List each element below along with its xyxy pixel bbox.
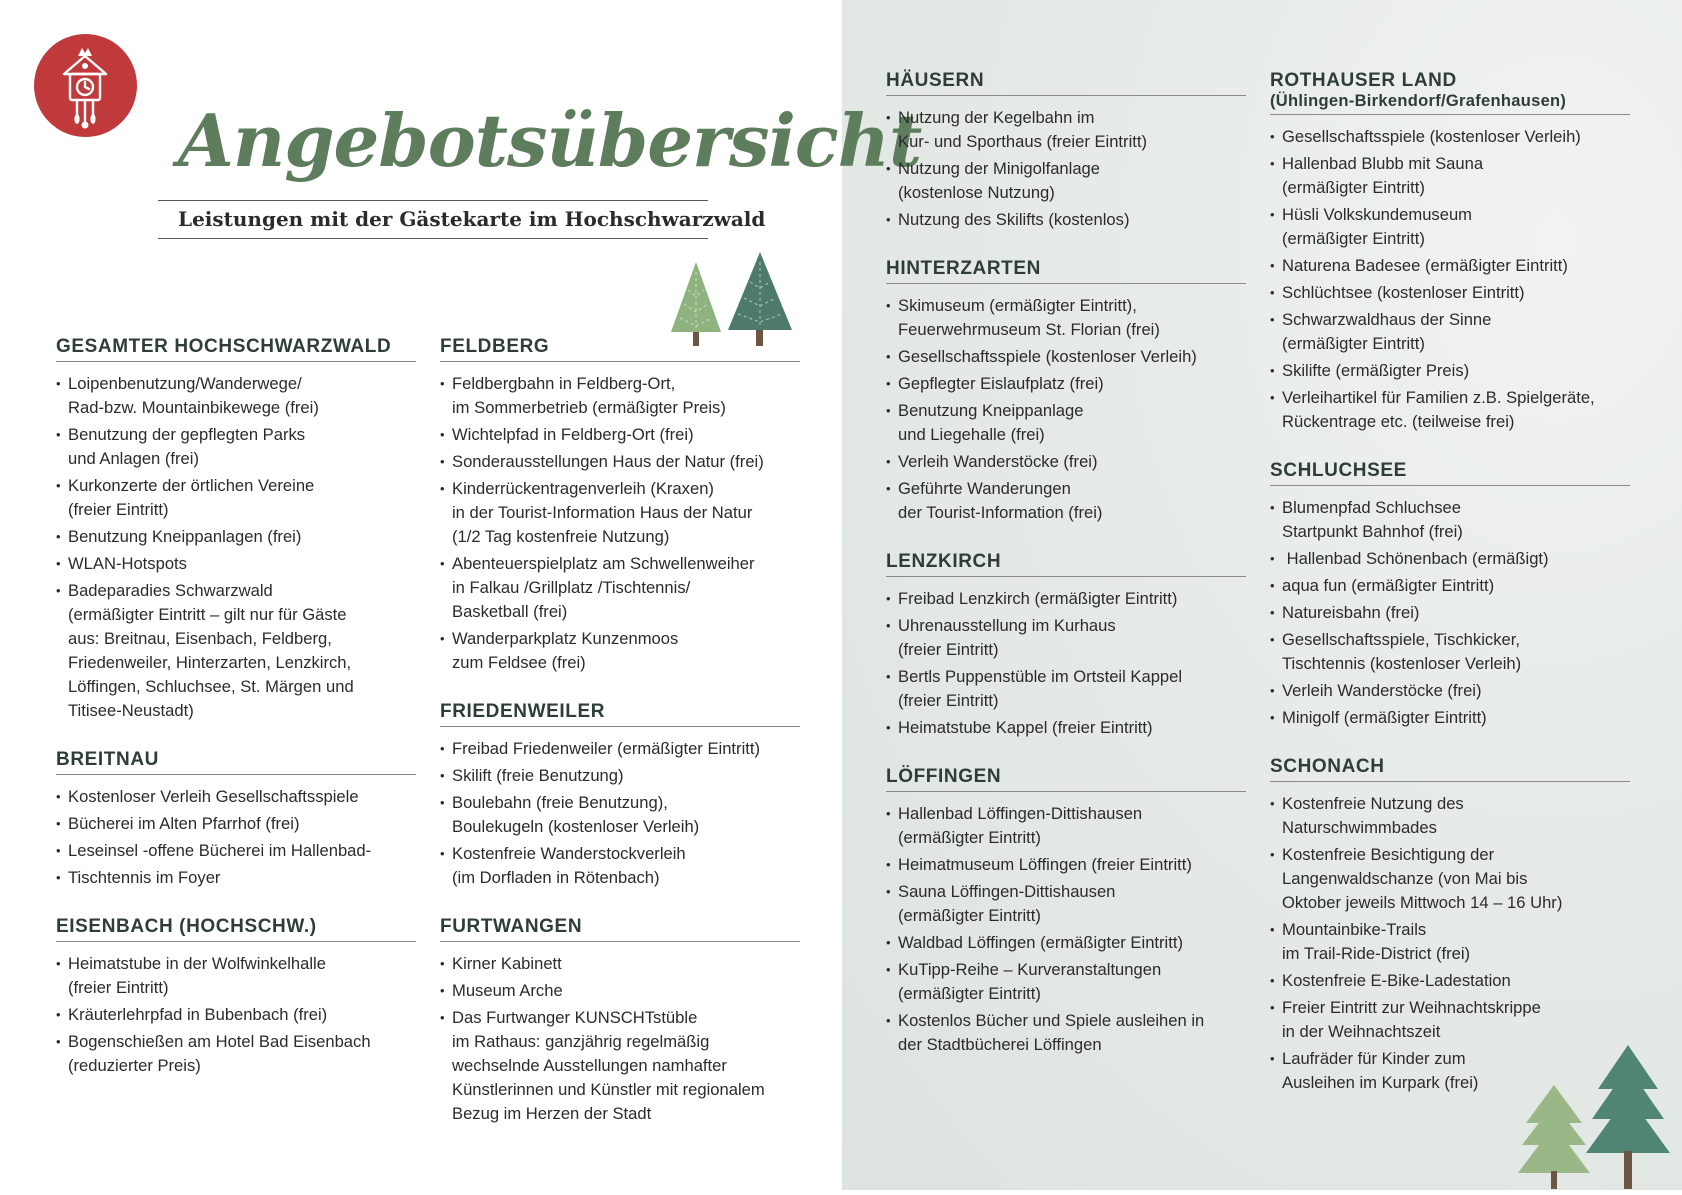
- cuckoo-clock-icon: [34, 34, 137, 137]
- list-item: • Geführte Wanderungen der Tourist-Information (frei): [886, 477, 1246, 525]
- list-item: • Skimuseum (ermäßigter Eintritt), Feuerwehrmuseum St. Florian (frei): [886, 294, 1246, 342]
- section-heading: FURTWANGEN: [440, 916, 800, 942]
- list-item: • Nutzung des Skilifts (kostenlos): [886, 208, 1246, 232]
- section-heading: FRIEDENWEILER: [440, 701, 800, 727]
- list-item: • Badeparadies Schwarzwald (ermäßigter Eintritt – gilt nur für Gäste aus: Breitnau, Eisenbach, Feldberg, Friedenweiler, Hinterzarten, Lenzkirch, Löffingen, Schluchsee, St. Märgen und Titisee-Neustadt): [56, 579, 416, 723]
- section-heading: SCHLUCHSEE: [1270, 460, 1630, 486]
- section-heading: HINTERZARTEN: [886, 258, 1246, 284]
- list-item: • Wanderparkplatz Kunzenmoos zum Feldsee (frei): [440, 627, 800, 675]
- section-eisenbach: [56, 916, 416, 1078]
- list-item: • Blumenpfad Schluchsee Startpunkt Bahnhof (frei): [1270, 496, 1630, 544]
- list-item: • Kostenfreie E-Bike-Ladestation: [1270, 969, 1630, 993]
- list-item: • Hallenbad Schönenbach (ermäßigt): [1270, 547, 1630, 571]
- section-heading: LÖFFINGEN: [886, 766, 1246, 792]
- list-item: • Tischtennis im Foyer: [56, 866, 416, 890]
- offer-list: [440, 372, 800, 675]
- section-heading: BREITNAU: [56, 749, 416, 775]
- list-item: • Hüsli Volkskundemuseum (ermäßigter Eintritt): [1270, 203, 1630, 251]
- list-item: • Das Furtwanger KUNSCHTstüble im Rathaus: ganzjährig regelmäßig wechselnde Ausstellungen namhafter Künstlerinnen und Künstler mit regionalem Bezug im Herzen der Stadt: [440, 1006, 800, 1126]
- section-friedenweiler: [440, 701, 800, 890]
- offer-list: [56, 372, 416, 723]
- section-hinterzarten: [886, 258, 1246, 525]
- offer-list: [440, 952, 800, 1126]
- list-item: • Gesellschaftsspiele (kostenloser Verleih): [886, 345, 1246, 369]
- list-item: • Kurkonzerte der örtlichen Vereine (freier Eintritt): [56, 474, 416, 522]
- section-heading: FELDBERG: [440, 336, 800, 362]
- list-item: • Freibad Lenzkirch (ermäßigter Eintritt): [886, 587, 1246, 611]
- list-item: • Kostenfreie Besichtigung der Langenwaldschanze (von Mai bis Oktober jeweils Mittwoch 14 – 16 Uhr): [1270, 843, 1630, 915]
- list-item: • Gesellschaftsspiele, Tischkicker, Tischtennis (kostenloser Verleih): [1270, 628, 1630, 676]
- list-item: • Kirner Kabinett: [440, 952, 800, 976]
- list-item: • Schwarzwaldhaus der Sinne (ermäßigter Eintritt): [1270, 308, 1630, 356]
- section-gesamter-hochschwarzwald: [56, 336, 416, 723]
- column-2: [440, 336, 800, 1152]
- list-item: • Heimatstube Kappel (freier Eintritt): [886, 716, 1246, 740]
- list-item: • Benutzung Kneippanlagen (frei): [56, 525, 416, 549]
- section-heading: ROTHAUSER LAND (Ühlingen-Birkendorf/Grafenhausen): [1270, 70, 1630, 115]
- section-rothauser-land: [1270, 70, 1630, 434]
- offer-list: [440, 737, 800, 890]
- list-item: • Minigolf (ermäßigter Eintritt): [1270, 706, 1630, 730]
- list-item: • Natureisbahn (frei): [1270, 601, 1630, 625]
- offer-list: [886, 587, 1246, 740]
- section-heading: EISENBACH (HOCHSCHW.): [56, 916, 416, 942]
- section-schonach: [1270, 756, 1630, 1095]
- page-title: Angebotsübersicht: [178, 98, 922, 183]
- page-subtitle: Leistungen mit der Gästekarte im Hochschwarzwald: [178, 207, 766, 231]
- list-item: • Feldbergbahn in Feldberg-Ort, im Sommerbetrieb (ermäßigter Preis): [440, 372, 800, 420]
- list-item: • Laufräder für Kinder zum Ausleihen im Kurpark (frei): [1270, 1047, 1630, 1095]
- list-item: • Mountainbike-Trails im Trail-Ride-District (frei): [1270, 918, 1630, 966]
- list-item: • Verleih Wanderstöcke (frei): [886, 450, 1246, 474]
- title-divider-top: [158, 200, 708, 201]
- list-item: • Freier Eintritt zur Weihnachtskrippe in der Weihnachtszeit: [1270, 996, 1630, 1044]
- section-heading: LENZKIRCH: [886, 551, 1246, 577]
- section-schluchsee: [1270, 460, 1630, 730]
- list-item: • Sonderausstellungen Haus der Natur (frei): [440, 450, 800, 474]
- list-item: • Boulebahn (freie Benutzung), Boulekugeln (kostenloser Verleih): [440, 791, 800, 839]
- list-item: • Kostenlos Bücher und Spiele ausleihen in der Stadtbücherei Löffingen: [886, 1009, 1246, 1057]
- list-item: • Heimatstube in der Wolfwinkelhalle (freier Eintritt): [56, 952, 416, 1000]
- list-item: • Waldbad Löffingen (ermäßigter Eintritt): [886, 931, 1246, 955]
- offer-list: [886, 802, 1246, 1057]
- list-item: • Museum Arche: [440, 979, 800, 1003]
- list-item: • Bogenschießen am Hotel Bad Eisenbach (reduzierter Preis): [56, 1030, 416, 1078]
- offer-list: [1270, 496, 1630, 730]
- column-3: [886, 70, 1246, 1083]
- offer-list: [1270, 792, 1630, 1095]
- list-item: • Hallenbad Blubb mit Sauna (ermäßigter Eintritt): [1270, 152, 1630, 200]
- offer-list: [1270, 125, 1630, 434]
- section-loeffingen: [886, 766, 1246, 1057]
- section-lenzkirch: [886, 551, 1246, 740]
- offer-list: [56, 952, 416, 1078]
- list-item: • Verleihartikel für Familien z.B. Spielgeräte, Rückentrage etc. (teilweise frei): [1270, 386, 1630, 434]
- list-item: • Verleih Wanderstöcke (frei): [1270, 679, 1630, 703]
- section-breitnau: [56, 749, 416, 890]
- list-item: • Uhrenausstellung im Kurhaus (freier Eintritt): [886, 614, 1246, 662]
- section-heading: SCHONACH: [1270, 756, 1630, 782]
- section-heading: HÄUSERN: [886, 70, 1246, 96]
- column-4: [1270, 70, 1630, 1121]
- list-item: • aqua fun (ermäßigter Eintritt): [1270, 574, 1630, 598]
- list-item: • Freibad Friedenweiler (ermäßigter Eintritt): [440, 737, 800, 761]
- list-item: • Skilift (freie Benutzung): [440, 764, 800, 788]
- list-item: • Gepflegter Eislaufplatz (frei): [886, 372, 1246, 396]
- list-item: • Sauna Löffingen-Dittishausen (ermäßigter Eintritt): [886, 880, 1246, 928]
- list-item: • Naturena Badesee (ermäßigter Eintritt): [1270, 254, 1630, 278]
- list-item: • Leseinsel -offene Bücherei im Hallenbad-: [56, 839, 416, 863]
- list-item: • Kostenloser Verleih Gesellschaftsspiele: [56, 785, 416, 809]
- list-item: • Loipenbenutzung/Wanderwege/ Rad-bzw. Mountainbikewege (frei): [56, 372, 416, 420]
- list-item: • Kostenfreie Nutzung des Naturschwimmbades: [1270, 792, 1630, 840]
- list-item: • Heimatmuseum Löffingen (freier Eintritt): [886, 853, 1246, 877]
- list-item: • Kostenfreie Wanderstockverleih (im Dorfladen in Rötenbach): [440, 842, 800, 890]
- offer-list: [886, 106, 1246, 232]
- list-item: • Bertls Puppenstüble im Ortsteil Kappel (freier Eintritt): [886, 665, 1246, 713]
- column-1: [56, 336, 416, 1104]
- section-feldberg: [440, 336, 800, 675]
- list-item: • Skilifte (ermäßigter Preis): [1270, 359, 1630, 383]
- list-item: • Benutzung der gepflegten Parks und Anlagen (frei): [56, 423, 416, 471]
- list-item: • KuTipp-Reihe – Kurveranstaltungen (ermäßigter Eintritt): [886, 958, 1246, 1006]
- list-item: • Nutzung der Minigolfanlage (kostenlose Nutzung): [886, 157, 1246, 205]
- list-item: • Abenteuerspielplatz am Schwellenweiher in Falkau /Grillplatz /Tischtennis/ Basketball (frei): [440, 552, 800, 624]
- list-item: • WLAN-Hotspots: [56, 552, 416, 576]
- section-heading: GESAMTER HOCHSCHWARZWALD: [56, 336, 416, 362]
- section-haeusern: [886, 70, 1246, 232]
- list-item: • Bücherei im Alten Pfarrhof (frei): [56, 812, 416, 836]
- section-furtwangen: [440, 916, 800, 1126]
- list-item: • Gesellschaftsspiele (kostenloser Verleih): [1270, 125, 1630, 149]
- list-item: • Kinderrückentragenverleih (Kraxen) in der Tourist-Information Haus der Natur (1/2 Tag kostenfreie Nutzung): [440, 477, 800, 549]
- list-item: • Benutzung Kneippanlage und Liegehalle (frei): [886, 399, 1246, 447]
- title-divider-bottom: [158, 238, 708, 239]
- offer-list: [56, 785, 416, 890]
- section-subheading: (Ühlingen-Birkendorf/Grafenhausen): [1270, 92, 1567, 110]
- list-item: • Hallenbad Löffingen-Dittishausen (ermäßigter Eintritt): [886, 802, 1246, 850]
- list-item: • Schlüchtsee (kostenloser Eintritt): [1270, 281, 1630, 305]
- list-item: • Kräuterlehrpfad in Bubenbach (frei): [56, 1003, 416, 1027]
- list-item: • Nutzung der Kegelbahn im Kur- und Sporthaus (freier Eintritt): [886, 106, 1246, 154]
- list-item: • Wichtelpfad in Feldberg-Ort (frei): [440, 423, 800, 447]
- offer-list: [886, 294, 1246, 525]
